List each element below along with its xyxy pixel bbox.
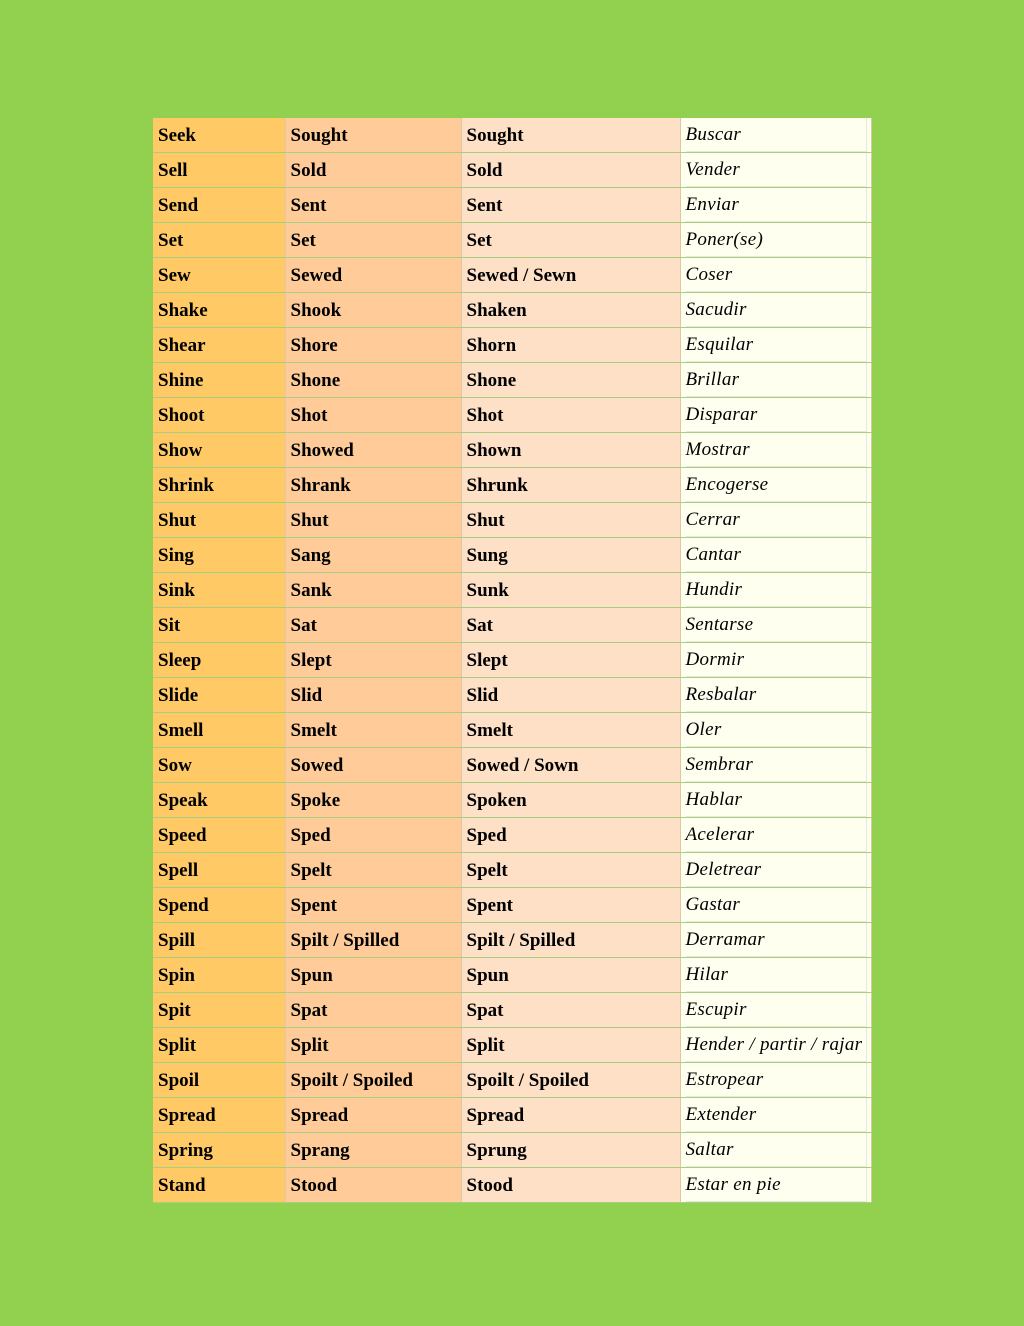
translation-text: Deletrear xyxy=(686,853,867,887)
past-participle-cell: Shaken xyxy=(461,293,680,328)
verb-row xyxy=(153,1063,871,1098)
past-participle-cell: Spilt / Spilled xyxy=(461,923,680,958)
base-form-cell: Show xyxy=(153,433,285,468)
base-form-cell: Shrink xyxy=(153,468,285,503)
verb-row xyxy=(153,538,871,573)
translation-text: Sentarse xyxy=(686,608,867,642)
past-simple-cell: Spoilt / Spoiled xyxy=(285,1063,461,1098)
translation-cell xyxy=(680,1168,871,1203)
verb-row xyxy=(153,1028,871,1063)
translation-cell xyxy=(680,433,871,468)
translation-cell xyxy=(680,853,871,888)
past-participle-cell: Shorn xyxy=(461,328,680,363)
past-participle-cell: Sent xyxy=(461,188,680,223)
translation-text: Hilar xyxy=(686,958,867,992)
past-participle-cell: Sowed / Sown xyxy=(461,748,680,783)
past-participle-cell: Spoken xyxy=(461,783,680,818)
translation-text: Sacudir xyxy=(686,293,867,327)
translation-cell xyxy=(680,538,871,573)
past-participle-cell: Slid xyxy=(461,678,680,713)
verb-row xyxy=(153,1168,871,1203)
base-form-cell: Split xyxy=(153,1028,285,1063)
base-form-cell: Stand xyxy=(153,1168,285,1203)
past-simple-cell: Sank xyxy=(285,573,461,608)
translation-cell xyxy=(680,1028,871,1063)
base-form-cell: Sow xyxy=(153,748,285,783)
base-form-cell: Spill xyxy=(153,923,285,958)
base-form-cell: Seek xyxy=(153,118,285,153)
base-form-cell: Shake xyxy=(153,293,285,328)
translation-cell xyxy=(680,1098,871,1133)
translation-cell xyxy=(680,118,871,153)
translation-text: Hundir xyxy=(686,573,867,607)
past-participle-cell: Spelt xyxy=(461,853,680,888)
past-participle-cell: Slept xyxy=(461,643,680,678)
past-participle-cell: Sold xyxy=(461,153,680,188)
translation-text: Dormir xyxy=(686,643,867,677)
verb-row xyxy=(153,748,871,783)
verb-row xyxy=(153,573,871,608)
translation-cell xyxy=(680,818,871,853)
irregular-verbs-table xyxy=(153,118,872,1203)
past-simple-cell: Sold xyxy=(285,153,461,188)
translation-text: Vender xyxy=(686,153,867,187)
past-participle-cell: Set xyxy=(461,223,680,258)
translation-cell xyxy=(680,153,871,188)
translation-text: Gastar xyxy=(686,888,867,922)
verb-row xyxy=(153,1098,871,1133)
past-simple-cell: Sang xyxy=(285,538,461,573)
translation-text: Saltar xyxy=(686,1133,867,1167)
base-form-cell: Shoot xyxy=(153,398,285,433)
translation-text: Coser xyxy=(686,258,867,292)
translation-text: Poner(se) xyxy=(686,223,867,257)
translation-cell xyxy=(680,783,871,818)
translation-cell xyxy=(680,398,871,433)
translation-cell xyxy=(680,258,871,293)
past-simple-cell: Spent xyxy=(285,888,461,923)
verb-row xyxy=(153,643,871,678)
base-form-cell: Spin xyxy=(153,958,285,993)
translation-text: Escupir xyxy=(686,993,867,1027)
verb-row xyxy=(153,188,871,223)
verb-row xyxy=(153,993,871,1028)
past-simple-cell: Sowed xyxy=(285,748,461,783)
past-simple-cell: Stood xyxy=(285,1168,461,1203)
base-form-cell: Spoil xyxy=(153,1063,285,1098)
base-form-cell: Sleep xyxy=(153,643,285,678)
base-form-cell: Slide xyxy=(153,678,285,713)
past-participle-cell: Stood xyxy=(461,1168,680,1203)
translation-cell xyxy=(680,888,871,923)
translation-text: Cerrar xyxy=(686,503,867,537)
verb-row xyxy=(153,853,871,888)
past-participle-cell: Shrunk xyxy=(461,468,680,503)
translation-cell xyxy=(680,923,871,958)
verb-row xyxy=(153,1133,871,1168)
past-participle-cell: Smelt xyxy=(461,713,680,748)
translation-text: Acelerar xyxy=(686,818,867,852)
base-form-cell: Set xyxy=(153,223,285,258)
past-participle-cell: Shot xyxy=(461,398,680,433)
base-form-cell: Smell xyxy=(153,713,285,748)
translation-cell xyxy=(680,293,871,328)
past-simple-cell: Spread xyxy=(285,1098,461,1133)
past-simple-cell: Spilt / Spilled xyxy=(285,923,461,958)
base-form-cell: Shear xyxy=(153,328,285,363)
past-simple-cell: Sent xyxy=(285,188,461,223)
base-form-cell: Spread xyxy=(153,1098,285,1133)
translation-text: Resbalar xyxy=(686,678,867,712)
translation-cell xyxy=(680,1133,871,1168)
past-participle-cell: Spun xyxy=(461,958,680,993)
translation-text: Cantar xyxy=(686,538,867,572)
base-form-cell: Spell xyxy=(153,853,285,888)
base-form-cell: Sink xyxy=(153,573,285,608)
past-participle-cell: Spat xyxy=(461,993,680,1028)
translation-text: Esquilar xyxy=(686,328,867,362)
base-form-cell: Spend xyxy=(153,888,285,923)
past-simple-cell: Showed xyxy=(285,433,461,468)
past-simple-cell: Split xyxy=(285,1028,461,1063)
verb-row xyxy=(153,713,871,748)
past-simple-cell: Spelt xyxy=(285,853,461,888)
translation-cell xyxy=(680,608,871,643)
translation-cell xyxy=(680,503,871,538)
past-simple-cell: Smelt xyxy=(285,713,461,748)
verb-row xyxy=(153,503,871,538)
base-form-cell: Send xyxy=(153,188,285,223)
verb-row xyxy=(153,223,871,258)
past-simple-cell: Shut xyxy=(285,503,461,538)
translation-text: Estar en pie xyxy=(686,1168,867,1202)
translation-text: Hender / partir / rajar xyxy=(686,1028,867,1062)
translation-cell xyxy=(680,328,871,363)
translation-text: Buscar xyxy=(686,118,867,152)
translation-cell xyxy=(680,713,871,748)
past-participle-cell: Sought xyxy=(461,118,680,153)
base-form-cell: Speak xyxy=(153,783,285,818)
past-simple-cell: Sewed xyxy=(285,258,461,293)
verb-row xyxy=(153,888,871,923)
base-form-cell: Spring xyxy=(153,1133,285,1168)
past-participle-cell: Sung xyxy=(461,538,680,573)
verb-row xyxy=(153,118,871,153)
past-simple-cell: Sprang xyxy=(285,1133,461,1168)
base-form-cell: Shine xyxy=(153,363,285,398)
past-simple-cell: Slept xyxy=(285,643,461,678)
past-simple-cell: Set xyxy=(285,223,461,258)
translation-cell xyxy=(680,958,871,993)
translation-text: Encogerse xyxy=(686,468,867,502)
past-participle-cell: Shut xyxy=(461,503,680,538)
base-form-cell: Sit xyxy=(153,608,285,643)
verb-row xyxy=(153,468,871,503)
past-simple-cell: Spoke xyxy=(285,783,461,818)
past-simple-cell: Sped xyxy=(285,818,461,853)
translation-text: Oler xyxy=(686,713,867,747)
translation-text: Sembrar xyxy=(686,748,867,782)
past-simple-cell: Spun xyxy=(285,958,461,993)
translation-cell xyxy=(680,993,871,1028)
translation-text: Disparar xyxy=(686,398,867,432)
past-simple-cell: Spat xyxy=(285,993,461,1028)
past-simple-cell: Sought xyxy=(285,118,461,153)
verb-row xyxy=(153,258,871,293)
past-participle-cell: Sped xyxy=(461,818,680,853)
past-participle-cell: Sat xyxy=(461,608,680,643)
translation-cell xyxy=(680,1063,871,1098)
past-simple-cell: Shone xyxy=(285,363,461,398)
verb-row xyxy=(153,608,871,643)
past-simple-cell: Shot xyxy=(285,398,461,433)
translation-text: Derramar xyxy=(686,923,867,957)
verb-row xyxy=(153,678,871,713)
translation-text: Estropear xyxy=(686,1063,867,1097)
base-form-cell: Shut xyxy=(153,503,285,538)
verb-row xyxy=(153,923,871,958)
past-participle-cell: Split xyxy=(461,1028,680,1063)
base-form-cell: Speed xyxy=(153,818,285,853)
translation-cell xyxy=(680,643,871,678)
past-participle-cell: Shone xyxy=(461,363,680,398)
verb-row xyxy=(153,328,871,363)
past-participle-cell: Sprung xyxy=(461,1133,680,1168)
translation-cell xyxy=(680,468,871,503)
verb-row xyxy=(153,398,871,433)
past-simple-cell: Sat xyxy=(285,608,461,643)
verb-row xyxy=(153,433,871,468)
translation-cell xyxy=(680,363,871,398)
translation-text: Mostrar xyxy=(686,433,867,467)
base-form-cell: Sell xyxy=(153,153,285,188)
translation-cell xyxy=(680,188,871,223)
translation-cell xyxy=(680,678,871,713)
past-participle-cell: Spoilt / Spoiled xyxy=(461,1063,680,1098)
past-participle-cell: Sewed / Sewn xyxy=(461,258,680,293)
translation-text: Hablar xyxy=(686,783,867,817)
past-simple-cell: Shore xyxy=(285,328,461,363)
past-participle-cell: Spent xyxy=(461,888,680,923)
base-form-cell: Spit xyxy=(153,993,285,1028)
verb-row xyxy=(153,293,871,328)
past-participle-cell: Sunk xyxy=(461,573,680,608)
translation-cell xyxy=(680,748,871,783)
verb-row xyxy=(153,818,871,853)
past-simple-cell: Slid xyxy=(285,678,461,713)
verb-row xyxy=(153,958,871,993)
past-participle-cell: Spread xyxy=(461,1098,680,1133)
translation-cell xyxy=(680,223,871,258)
past-participle-cell: Shown xyxy=(461,433,680,468)
translation-text: Enviar xyxy=(686,188,867,222)
verb-row xyxy=(153,153,871,188)
base-form-cell: Sew xyxy=(153,258,285,293)
past-simple-cell: Shook xyxy=(285,293,461,328)
verb-table-body xyxy=(153,118,871,1203)
verb-row xyxy=(153,783,871,818)
translation-cell xyxy=(680,573,871,608)
past-simple-cell: Shrank xyxy=(285,468,461,503)
base-form-cell: Sing xyxy=(153,538,285,573)
translation-text: Extender xyxy=(686,1098,867,1132)
verb-row xyxy=(153,363,871,398)
translation-text: Brillar xyxy=(686,363,867,397)
